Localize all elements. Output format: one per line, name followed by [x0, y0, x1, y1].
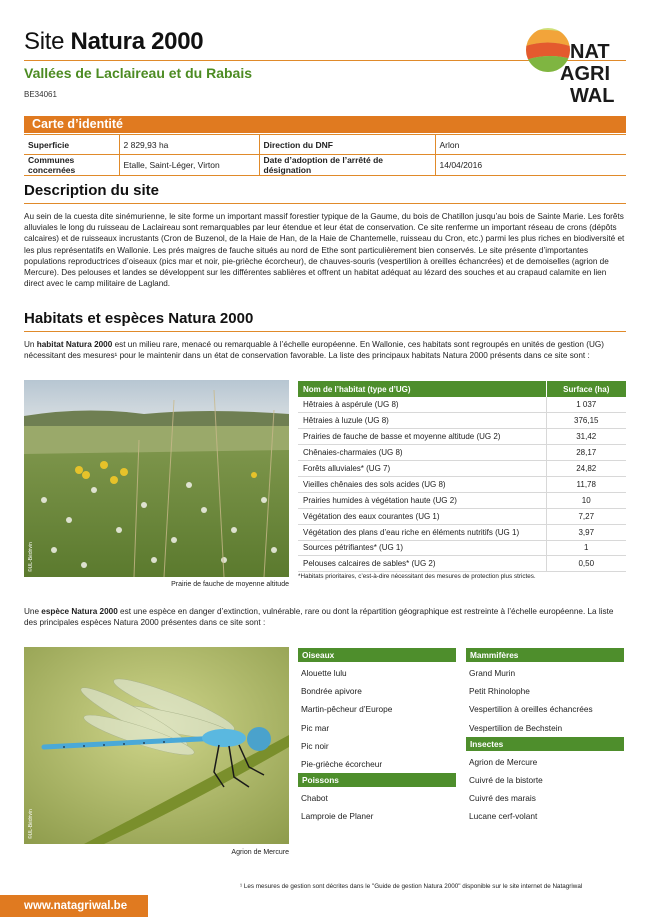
list-item: Petit Rhinolophe — [469, 686, 530, 697]
svg-text:NAT: NAT — [570, 41, 610, 63]
table-row: Prairies de fauche de basse et moyenne altitude (UG 2) 31,42 — [298, 429, 626, 445]
meadow-caption: Prairie de fauche de moyenne altitude — [171, 581, 289, 588]
damselfly-photo — [24, 647, 289, 844]
list-item: Pic mar — [301, 722, 330, 733]
table-row: Superficie 2 829,93 ha Direction du DNF Arlon — [24, 135, 626, 155]
habitats-heading: Habitats et espèces Natura 2000 — [24, 310, 254, 327]
list-item: Bondrée apivore — [301, 686, 362, 697]
svg-text:WAL: WAL — [570, 85, 615, 106]
species-intro: Une espèce Natura 2000 est une espèce en danger d’extinction, vulnérable, rare ou dont la répartition géographique est restreinte à l’échelle européenne. La liste des principales espèces Natura 2000 présentes dans ce site sont : — [24, 607, 614, 628]
list-item: Alouette lulu — [301, 668, 347, 678]
identity-heading: Carte d’identité — [24, 116, 626, 133]
list-item: Cuivré des marais — [469, 793, 536, 804]
management-footnote: ¹ Les mesures de gestion sont décrites dans le "Guide de gestion Natura 2000" disponible sur le site internet de Natagriwal — [240, 883, 583, 890]
site-name: Vallées de Laclaireau et du Rabais — [24, 65, 252, 81]
list-item: Pie-grièche écorcheur — [301, 758, 383, 769]
damselfly-caption: Agrion de Mercure — [231, 849, 289, 856]
description-heading: Description du site — [24, 182, 160, 199]
category-heading: Mammifères — [466, 648, 624, 662]
meadow-photo — [24, 380, 289, 577]
table-row: Végétation des eaux courantes (UG 1) 7,27 — [298, 508, 626, 524]
list-item: Pic noir — [301, 740, 329, 751]
table-row: Prairies humides à végétation haute (UG 2) 10 — [298, 492, 626, 508]
table-row: Sources pétrifiantes* (UG 1) 1 — [298, 540, 626, 556]
habitats-footnote: *Habitats prioritaires, c’est-à-dire nécessitant des mesures de protection plus strictes. — [298, 573, 536, 580]
habitats-intro: Un habitat Natura 2000 est un milieu rare, menacé ou remarquable à l’échelle européenne. En Wallonie, ces habitats sont regroupés en unités de gestion (UG) nécessitant des mesures¹ pour le maintenir dans un état de conservation favorable. La liste des principaux habitats Natura 2000 présents dans ce site sont : — [24, 340, 604, 361]
table-row: Hêtraies à aspérule (UG 8) 1 037 — [298, 397, 626, 413]
website-link[interactable]: www.natagriwal.be — [0, 895, 148, 917]
species-column-2 — [466, 648, 624, 826]
category-heading: Oiseaux — [298, 648, 456, 662]
table-row: Communes concernées Etalle, Saint-Léger, Virton Date d’adoption de l’arrêté de désignation 14/04/2016 — [24, 155, 626, 176]
list-item: Lamproie de Planer — [301, 811, 374, 822]
natagriwal-logo — [520, 20, 630, 106]
list-item: Chabot — [301, 793, 328, 804]
table-row: Chênaies-charmaies (UG 8) 28,17 — [298, 445, 626, 461]
table-row: Forêts alluviales* (UG 7) 24,82 — [298, 461, 626, 477]
table-row: Vieilles chênaies des sols acides (UG 8) 11,78 — [298, 476, 626, 492]
table-row: Végétation des plans d’eau riche en éléments nutritifs (UG 1) 3,97 — [298, 524, 626, 540]
list-item: Agrion de Mercure — [469, 756, 538, 767]
site-code: BE34061 — [24, 90, 57, 99]
category-heading: Poissons — [298, 773, 456, 787]
section-divider — [24, 203, 626, 204]
table-header: Nom de l’habitat (type d’UG) Surface (ha) — [298, 381, 626, 397]
list-item: Martin-pêcheur d’Europe — [301, 704, 393, 715]
description-text: Au sein de la cuesta dite sinémurienne, le site forme un important massif forestier typique de la Gaume, du bois de Chatillon jusqu’au bois de Sainte Marie. Les forêts alluviales le long du ruisseau de Laclaireau sont remarquables par leur étendue et leur état de conservation. Ce site renferme un important réseau de crons (dépôts calcaires) et de ruisseaux incrustants (Cron de Buzenol, de la Haie de Han, de la Haie de Chantemelle, ruisseau du Cron, etc.) parmi les plus riches en biodiversité et les plus représentatifs en Wallonie. Les prés maigres de fauche situés au nord de Ethe sont particulièrement bien conservés. Le site présente d’importantes populations reproductrices d’oiseaux (pics mar et noir, pie-grièche écorcheur), de chauves-souris (vespertilion à oreilles échancrées) et de demoiselles (agrion de Mercure). Des pelouses et landes se développent sur les différentes sablières et offrent un habitat adéquat au lézard des souches et au crapaud calamite en lien direct avec le camp militaire de Lagland. — [24, 212, 625, 289]
category-heading: Insectes — [466, 737, 624, 751]
svg-text:©UL-Bédrivin: ©UL-Bédrivin — [28, 809, 34, 839]
section-divider — [24, 331, 626, 332]
page-title: Site Natura 2000 — [24, 28, 204, 55]
list-item: Cuivré de la bistorte — [469, 774, 543, 785]
list-item: Vespertilion de Bechstein — [469, 722, 563, 733]
species-column-1 — [298, 648, 456, 826]
svg-text:©UL-Bédrivin: ©UL-Bédrivin — [28, 542, 34, 572]
table-row: Pelouses calcaires de sables* (UG 2) 0,50 — [298, 556, 626, 572]
svg-text:AGRI: AGRI — [560, 63, 610, 85]
identity-table — [24, 134, 626, 176]
table-row: Hêtraies à luzule (UG 8) 376,15 — [298, 413, 626, 429]
list-item: Lucane cerf-volant — [469, 811, 538, 822]
list-item: Grand Murin — [469, 668, 516, 678]
habitats-table — [298, 381, 626, 572]
list-item: Vespertilion à oreilles échancrées — [469, 704, 593, 715]
